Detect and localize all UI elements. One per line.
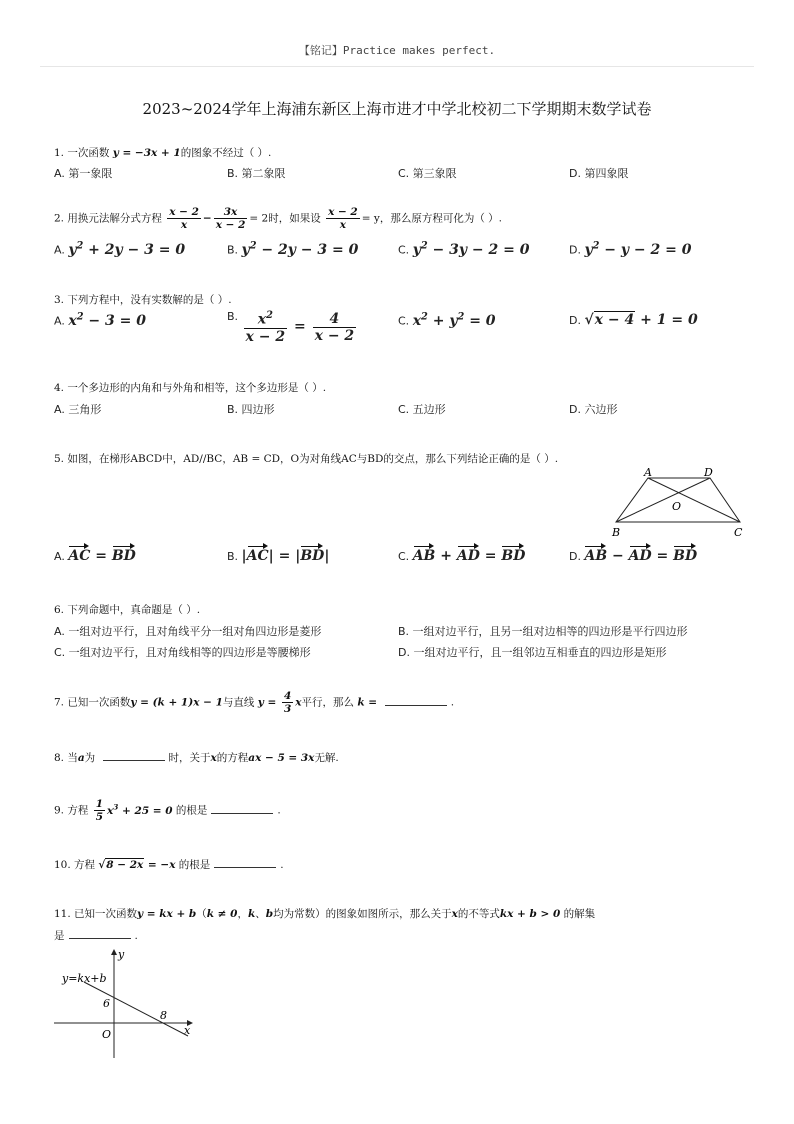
page-title: 2023~2024学年上海浦东新区上海市进才中学北校初二下学期期末数学试卷 bbox=[142, 100, 652, 118]
q4-option-d[interactable]: D. 六边形 bbox=[569, 403, 618, 416]
q6-option-d[interactable]: D. 一组对边平行，且一组邻边互相垂直的四边形是矩形 bbox=[398, 646, 667, 659]
q2-tail1: = 2时，如果设 bbox=[249, 212, 321, 225]
q2-option-c[interactable]: C. $y^2 - 3y - 2 = 0$ bbox=[398, 240, 530, 258]
page-header: 【铭记】Practice makes perfect. bbox=[298, 44, 496, 57]
q2-option-b[interactable]: B. $y^2 - 2y - 3 = 0$ bbox=[227, 240, 359, 258]
diagonal-ac bbox=[648, 478, 740, 522]
q2-frac-2: $\frac{3x}{x - 2}$ bbox=[215, 206, 246, 232]
q2-frac-1: $\frac{x - 2}{x}$ bbox=[169, 206, 199, 232]
q1-option-a[interactable]: A. 第一象限 bbox=[54, 167, 113, 180]
q5-option-a[interactable]: A. AC = BD bbox=[54, 544, 136, 564]
q8-answer-blank[interactable] bbox=[103, 750, 165, 761]
q3-b-frac-right: $\frac{4}{x - 2}$ bbox=[314, 310, 355, 344]
q6-option-b[interactable]: B. 一组对边平行，且另一组对边相等的四边形是平行四边形 bbox=[398, 625, 688, 638]
question-4: 4. 一个多边形的内角和与外角和相等，这个多边形是（ ）. bbox=[54, 382, 327, 394]
q2-text: 2. 用换元法解分式方程 bbox=[54, 212, 162, 225]
question-6: 6. 下列命题中，真命题是（ ）. bbox=[54, 604, 201, 616]
question-3: 3. 下列方程中，没有实数解的是（ ）. bbox=[54, 294, 232, 306]
label-origin: O bbox=[102, 1028, 112, 1041]
q2-option-a[interactable]: A. $y^2 + 2y - 3 = 0$ bbox=[54, 240, 186, 258]
q6-option-a[interactable]: A. 一组对边平行，且对角线平分一组对角四边形是菱形 bbox=[54, 625, 322, 638]
q3-b-frac-left: $\frac{x^2}{x - 2}$ bbox=[245, 310, 286, 345]
function-line bbox=[84, 982, 188, 1036]
label-equation: y=kx+b bbox=[62, 972, 107, 985]
label-c: C bbox=[734, 526, 743, 539]
q5-option-b[interactable]: B. |AC| = |BD| bbox=[227, 544, 329, 564]
question-1 bbox=[54, 145, 271, 160]
q3-option-a[interactable]: A. $x^2 - 3 = 0$ bbox=[54, 311, 146, 329]
q4-option-a[interactable]: A. 三角形 bbox=[54, 403, 102, 416]
q1-option-c[interactable]: C. 第三象限 bbox=[398, 167, 457, 180]
q9-answer-blank[interactable] bbox=[211, 803, 273, 814]
question-8: 8. 当a为 时，关于x的方程ax − 5 = 3x无解. bbox=[54, 752, 339, 764]
q1-expr: y = −3x + 1 bbox=[112, 147, 181, 159]
question-5: 5. 如图，在梯形ABCD中，AD//BC，AB = CD，O为对角线AC与BD的交点，那么下列结论正确的是（ ）. bbox=[54, 453, 559, 465]
q4-option-c[interactable]: C. 五边形 bbox=[398, 403, 446, 416]
q5-option-d[interactable]: D. AB − AD = BD bbox=[569, 544, 697, 564]
q3-option-c[interactable]: C. $x^2 + y^2 = 0$ bbox=[398, 311, 496, 329]
diagonal-bd bbox=[616, 478, 710, 522]
label-8: 8 bbox=[160, 1009, 167, 1022]
q2-tail2: = y，那么原方程可化为（ ）. bbox=[361, 212, 502, 225]
q11-graph-figure bbox=[52, 946, 198, 1062]
q3-option-d[interactable]: D. √x − 4 + 1 = 0 bbox=[569, 312, 698, 328]
label-a: A bbox=[644, 466, 652, 479]
question-7: 7. 已知一次函数y = (k + 1)x − 1与直线 y = $\frac{4}{3}$ x平行，那么 k = . bbox=[54, 690, 455, 716]
question-2: 2. 用换元法解分式方程 $\frac{x - 2}{x}$ − $\frac{3x}{x - 2}$ = 2时，如果设 $\frac{x - 2}{x}$ = y，那么原方程可化为（ ）. bbox=[54, 206, 502, 232]
q1-option-b[interactable]: B. 第二象限 bbox=[227, 167, 286, 180]
label-6: 6 bbox=[103, 997, 110, 1010]
label-y: y bbox=[118, 948, 125, 961]
q2-frac-3: $\frac{x - 2}{x}$ bbox=[328, 206, 358, 232]
q7-answer-blank[interactable] bbox=[385, 695, 447, 706]
header-divider bbox=[40, 66, 754, 67]
q1-text: 1. 一次函数 bbox=[54, 147, 110, 159]
label-d: D bbox=[704, 466, 713, 479]
q3-option-b[interactable]: B. $\frac{x^2}{x - 2}$ = $\frac{4}{x - 2}$ bbox=[227, 310, 355, 345]
label-o: O bbox=[672, 500, 682, 513]
q5-trapezoid-figure bbox=[608, 466, 748, 542]
question-11: 11. 已知一次函数y = kx + b（k ≠ 0，k、b均为常数）的图象如图所示，那么关于x的不等式kx + b > 0 的解集 bbox=[54, 908, 596, 920]
label-b: B bbox=[612, 526, 621, 539]
q2-option-d[interactable]: D. $y^2 - y - 2 = 0$ bbox=[569, 240, 692, 258]
question-9: 9. 方程 $\frac{1}{5}$ $x^3 + 25 = 0$ 的根是 . bbox=[54, 798, 281, 824]
q4-option-b[interactable]: B. 四边形 bbox=[227, 403, 275, 416]
label-x: x bbox=[184, 1024, 191, 1037]
q10-answer-blank[interactable] bbox=[214, 857, 276, 868]
question-11-line2: 是 . bbox=[54, 930, 138, 942]
question-10: 10. 方程 √8 − 2x = −x 的根是 . bbox=[54, 859, 284, 871]
q5-option-c[interactable]: C. AB + AD = BD bbox=[398, 544, 525, 564]
q11-answer-blank[interactable] bbox=[69, 928, 131, 939]
q6-option-c[interactable]: C. 一组对边平行，且对角线相等的四边形是等腰梯形 bbox=[54, 646, 311, 659]
q1-tail: 的图象不经过（ ）. bbox=[180, 147, 272, 159]
q1-option-d[interactable]: D. 第四象限 bbox=[569, 167, 629, 180]
